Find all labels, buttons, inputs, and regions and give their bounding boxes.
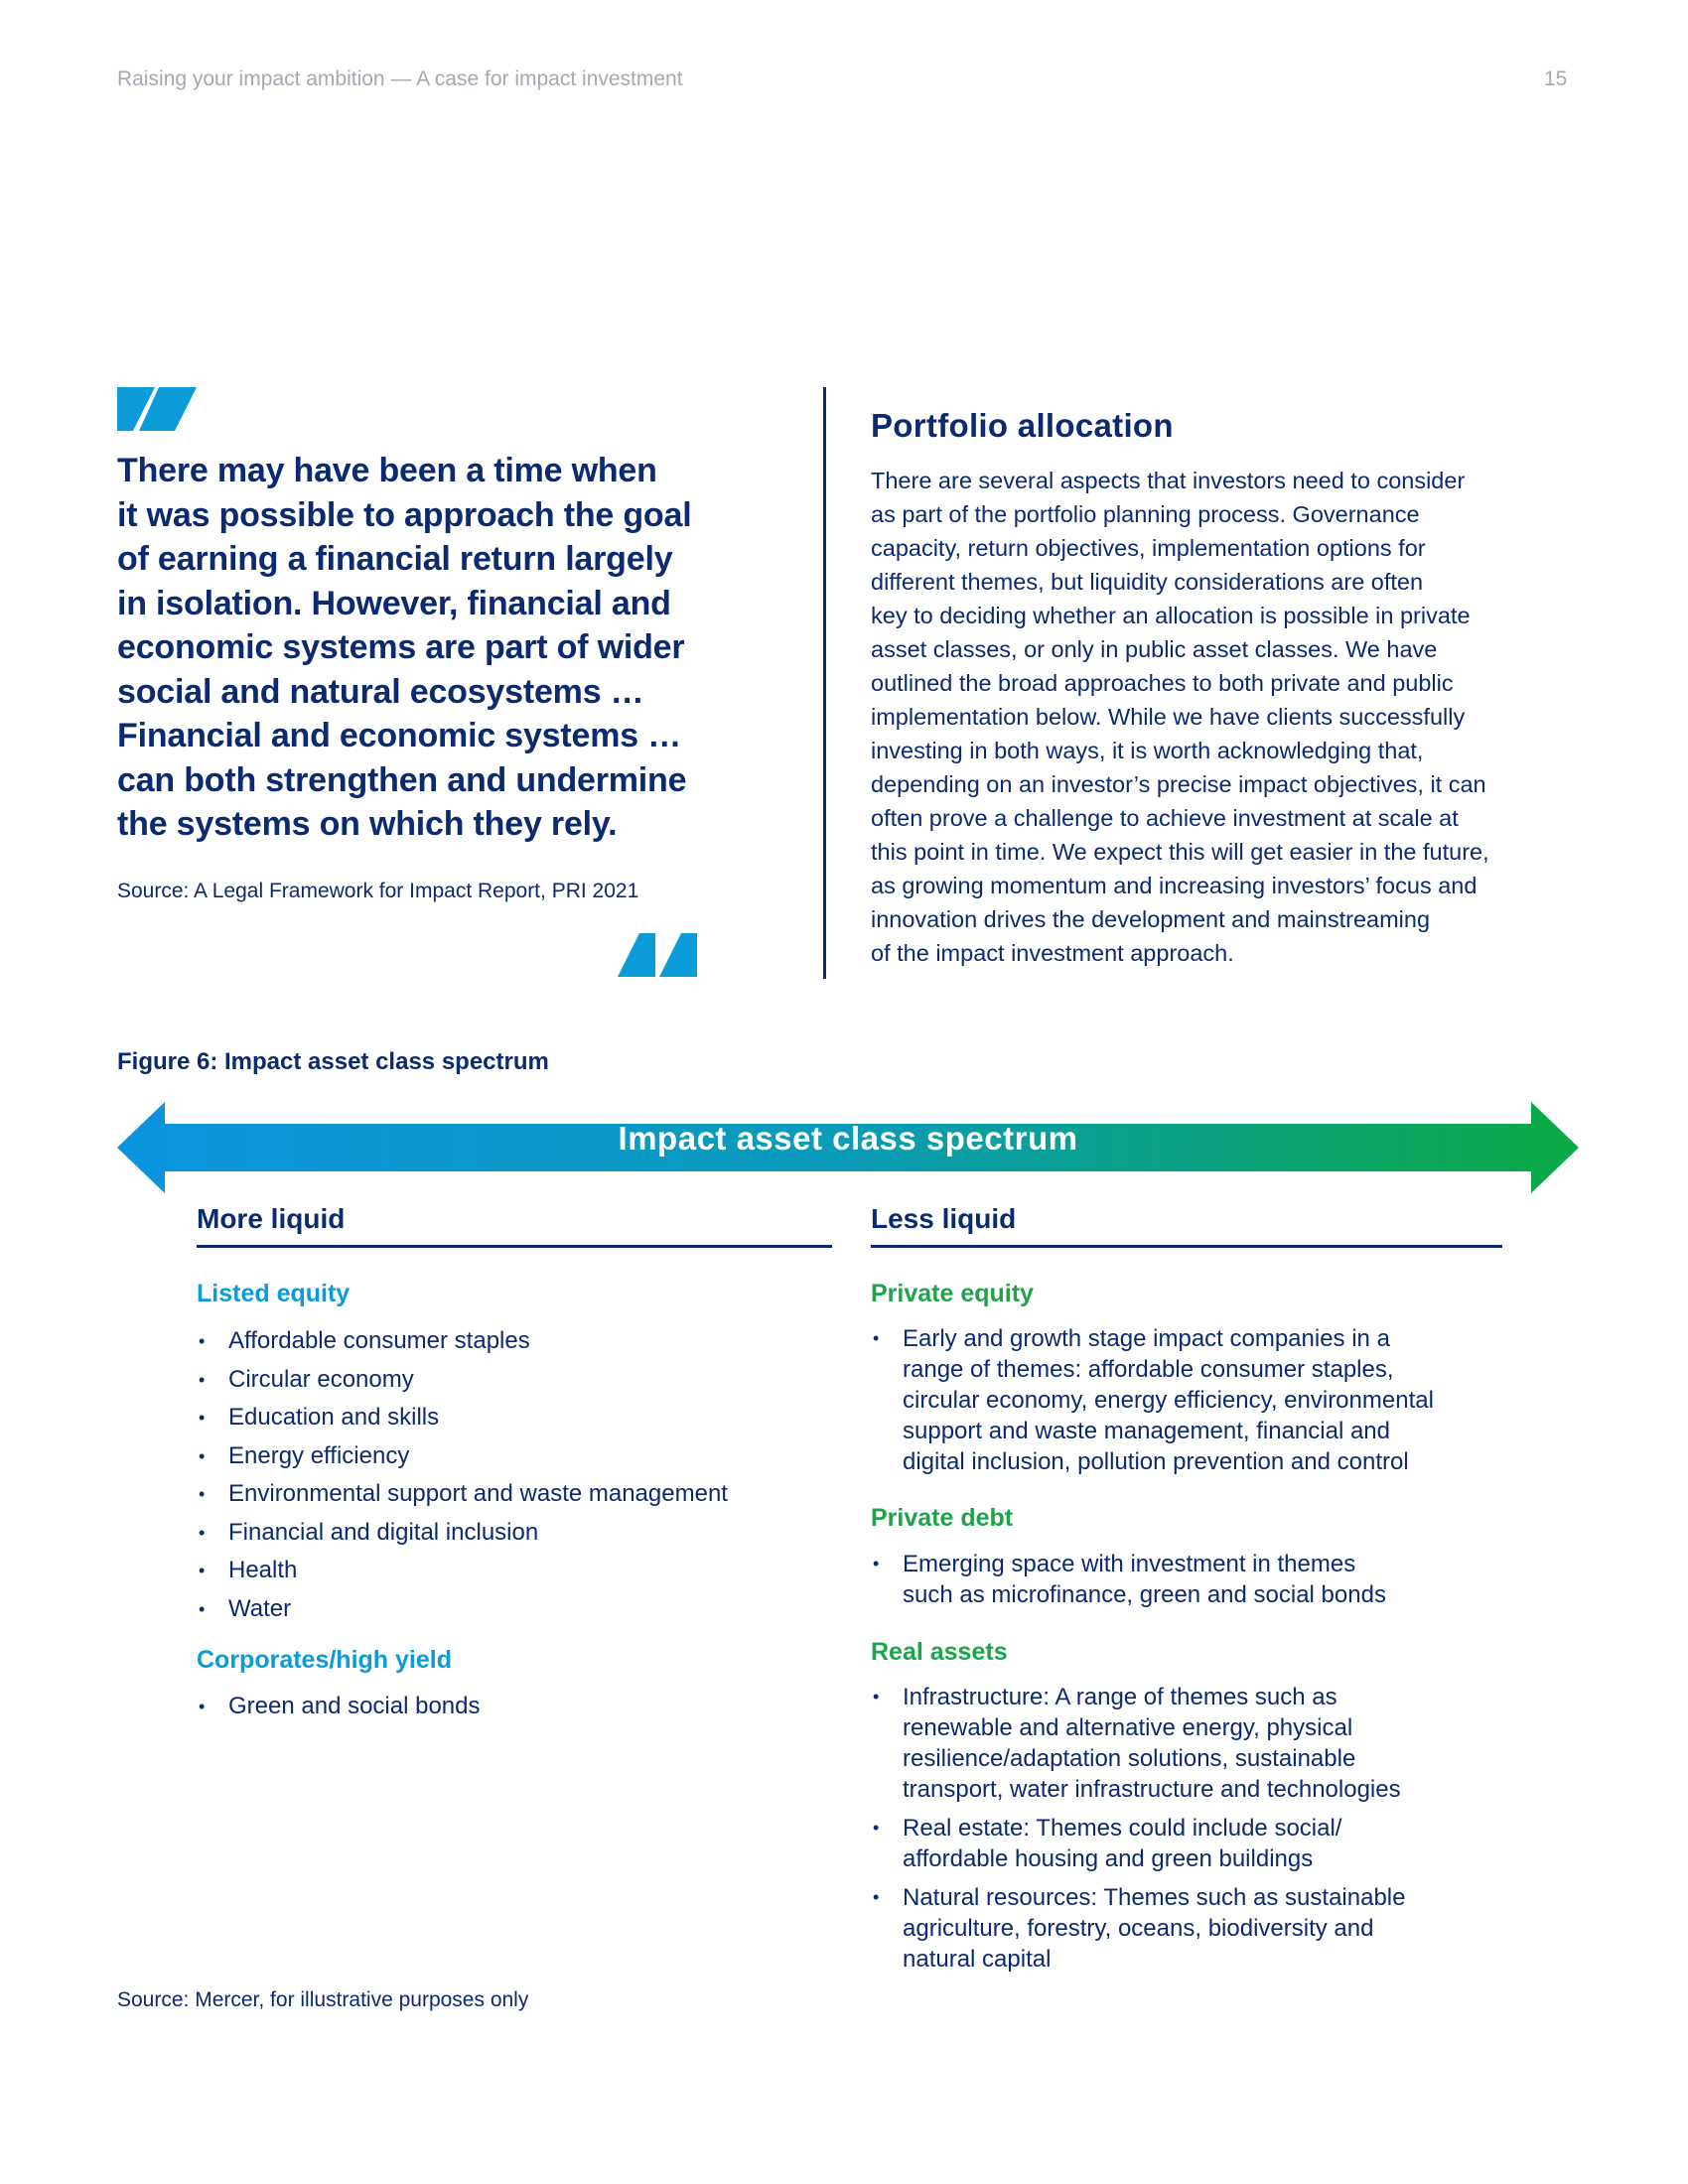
list-item (871, 1882, 1526, 1975)
body-line: of the impact investment approach. (871, 940, 1234, 966)
body-line: this point in time. We expect this will get easier in the future, (871, 839, 1489, 865)
private-equity-list (871, 1323, 1526, 1485)
body-line: different themes, but liquidity considerations are often (871, 569, 1424, 595)
quote-line: Financial and economic systems … (117, 717, 682, 754)
category-listed-equity: Listed equity (197, 1280, 351, 1307)
list-item: • Financial and digital inclusion (197, 1514, 832, 1553)
list-item: • Green and social bonds (197, 1688, 832, 1726)
body-line: capacity, return objectives, implementation options for (871, 535, 1426, 561)
item-line: renewable and alternative energy, physical (903, 1714, 1353, 1741)
item-line: • Real estate: Themes could include social/ (903, 1815, 1342, 1842)
body-line: implementation below. While we have clients successfully (871, 704, 1466, 730)
page-number: 15 (1544, 68, 1568, 90)
quote-line: the systems on which they rely. (117, 805, 618, 843)
item-line: natural capital (903, 1946, 1052, 1973)
item-line: circular economy, energy efficiency, environmental (903, 1387, 1434, 1414)
item-line: range of themes: affordable consumer staples, (903, 1356, 1394, 1383)
body-line: as growing momentum and increasing investors’ focus and (871, 873, 1477, 898)
figure-caption: Figure 6: Impact asset class spectrum (117, 1048, 549, 1075)
figure-source: Source: Mercer, for illustrative purposes only (117, 1988, 529, 2011)
body-line: as part of the portfolio planning process. Governance (871, 501, 1420, 527)
list-item: • Affordable consumer staples (197, 1322, 832, 1361)
body-line: investing in both ways, it is worth acknowledging that, (871, 738, 1424, 763)
category-real-assets: Real assets (871, 1638, 1008, 1666)
running-header: Raising your impact ambition — A case for impact investment (117, 68, 683, 90)
item-line: transport, water infrastructure and technologies (903, 1776, 1401, 1803)
item-line: digital inclusion, pollution prevention and control (903, 1448, 1409, 1475)
list-item (871, 1323, 1526, 1477)
column-divider (823, 387, 826, 979)
body-line: depending on an investor’s precise impact objectives, it can (871, 771, 1486, 797)
pull-quote (117, 449, 733, 847)
item-line: affordable housing and green buildings (903, 1845, 1314, 1872)
item-line: • Natural resources: Themes such as sustainable (903, 1884, 1406, 1911)
body-line: asset classes, or only in public asset classes. We have (871, 636, 1438, 662)
body-line: innovation drives the development and mainstreaming (871, 906, 1431, 932)
column-heading-more-liquid: More liquid (197, 1203, 346, 1234)
column-rule (871, 1245, 1502, 1248)
spectrum-arrow-label: Impact asset class spectrum (618, 1120, 1078, 1157)
list-item: • Circular economy (197, 1361, 832, 1400)
item-line: • Emerging space with investment in themes (903, 1551, 1356, 1577)
body-line: outlined the broad approaches to both private and public (871, 670, 1454, 696)
quote-open-icon (117, 387, 197, 431)
item-line: • Infrastructure: A range of themes such as (903, 1684, 1337, 1710)
category-private-debt: Private debt (871, 1504, 1014, 1532)
item-line: such as microfinance, green and social bonds (903, 1581, 1386, 1608)
quote-line: can both strengthen and undermine (117, 760, 687, 799)
quote-line: in isolation. However, financial and (117, 584, 671, 622)
quote-line: it was possible to approach the goal (117, 495, 692, 534)
body-line: key to deciding whether an allocation is possible in private (871, 603, 1471, 628)
section-title: Portfolio allocation (871, 407, 1174, 444)
item-line: support and waste management, financial and (903, 1418, 1390, 1444)
list-item (871, 1549, 1526, 1610)
list-item: • Education and skills (197, 1399, 832, 1437)
private-debt-list (871, 1549, 1526, 1618)
listed-equity-list (197, 1322, 832, 1628)
quote-line: of earning a financial return largely (117, 540, 673, 578)
quote-line: social and natural ecosystems … (117, 672, 644, 711)
quote-line: There may have been a time when (117, 452, 657, 489)
item-line: • Early and growth stage impact companies in a (903, 1325, 1390, 1352)
quote-source: Source: A Legal Framework for Impact Report, PRI 2021 (117, 880, 639, 902)
quote-close-icon (618, 933, 697, 977)
list-item (871, 1813, 1526, 1874)
category-corporates-high-yield: Corporates/high yield (197, 1646, 452, 1674)
body-line: often prove a challenge to achieve investment at scale at (871, 805, 1459, 831)
list-item (871, 1682, 1526, 1805)
list-item: • Water (197, 1590, 832, 1629)
item-line: agriculture, forestry, oceans, biodiversity and (903, 1915, 1374, 1942)
column-heading-less-liquid: Less liquid (871, 1203, 1017, 1234)
list-item: • Energy efficiency (197, 1437, 832, 1476)
list-item: • Environmental support and waste management (197, 1475, 832, 1514)
section-body (871, 464, 1606, 970)
list-item: • Health (197, 1552, 832, 1590)
corporates-list (197, 1688, 832, 1726)
category-private-equity: Private equity (871, 1280, 1034, 1307)
body-line: There are several aspects that investors need to consider (871, 468, 1466, 493)
quote-line: economic systems are part of wider (117, 628, 685, 666)
real-assets-list (871, 1682, 1526, 1982)
item-line: resilience/adaptation solutions, sustainable (903, 1745, 1356, 1772)
column-rule (197, 1245, 832, 1248)
